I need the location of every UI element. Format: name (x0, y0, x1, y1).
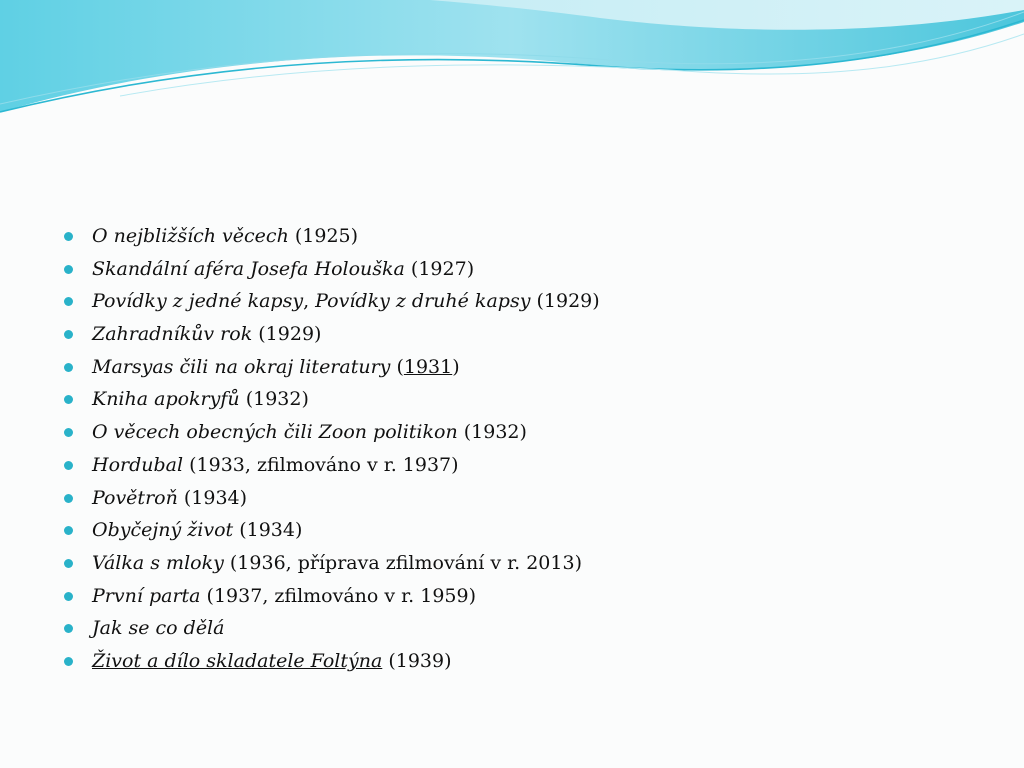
work-details: (1939) (388, 649, 452, 672)
work-title-link[interactable]: Život a dílo skladatele Foltýna (92, 649, 383, 672)
work-title: Povětroň (92, 486, 178, 509)
list-item (64, 514, 984, 547)
list-item (64, 351, 984, 384)
work-details: (1932) (245, 388, 309, 411)
bullet-icon (64, 657, 73, 666)
work-details-close: ) (452, 355, 460, 378)
list-item (64, 580, 984, 613)
bullet-icon (64, 363, 73, 372)
header-wave-decoration (0, 0, 1024, 140)
work-details: (1927) (410, 257, 475, 280)
work-title: Marsyas čili na okraj literatury (92, 355, 391, 378)
work-title-second: Povídky z druhé kapsy (315, 290, 531, 313)
bullet-icon (64, 330, 73, 339)
work-details: (1929) (258, 323, 322, 346)
bullet-icon (64, 592, 73, 601)
bullet-icon (64, 428, 73, 437)
bullet-icon (64, 232, 73, 241)
work-details: (1934) (183, 486, 248, 509)
work-details-open: ( (396, 355, 404, 378)
work-title: První parta (92, 584, 201, 607)
work-details: (1925) (294, 225, 359, 247)
work-title: Hordubal (92, 453, 184, 476)
work-details: (1934) (239, 519, 303, 542)
bullet-icon (64, 559, 73, 568)
work-title: O nejbližších věcech (92, 225, 289, 247)
list-item (64, 645, 984, 678)
bullet-icon (64, 526, 73, 535)
work-details: (1929) (536, 290, 600, 313)
bullet-icon (64, 624, 73, 633)
list-item (64, 482, 984, 515)
work-title: Válka s mloky (92, 551, 224, 574)
works-list (64, 220, 984, 678)
list-item (64, 547, 984, 580)
work-title: Kniha apokryfů (92, 388, 240, 411)
work-title: Skandální aféra Josefa Holouška (92, 257, 405, 280)
bullet-icon (64, 494, 73, 503)
year-link[interactable]: 1931 (403, 355, 453, 378)
work-details: (1937, zfilmováno v r. 1959) (206, 584, 476, 607)
work-title: Zahradníkův rok (92, 323, 253, 346)
bullet-icon (64, 297, 73, 306)
list-item (64, 220, 984, 253)
work-title: O věcech obecných čili Zoon politikon (92, 421, 458, 444)
work-title: Jak se co dělá (92, 617, 225, 640)
list-item (64, 318, 984, 351)
bullet-icon (64, 461, 73, 470)
work-details: (1936, příprava zfilmování v r. 2013) (229, 551, 582, 574)
list-item: Povídky z jedné kapsy, Povídky z druhé kapsy (1929) (64, 285, 984, 318)
work-title: Obyčejný život (92, 519, 234, 542)
bullet-icon (64, 265, 73, 274)
list-item (64, 416, 984, 449)
works-list-container (64, 220, 984, 678)
work-details: (1932) (463, 421, 527, 444)
list-item (64, 612, 984, 645)
bullet-icon (64, 395, 73, 404)
list-item (64, 253, 984, 286)
work-title: Povídky z jedné kapsy (92, 290, 304, 313)
work-details: (1933, zfilmováno v r. 1937) (189, 453, 459, 476)
list-item (64, 383, 984, 416)
list-item (64, 449, 984, 482)
